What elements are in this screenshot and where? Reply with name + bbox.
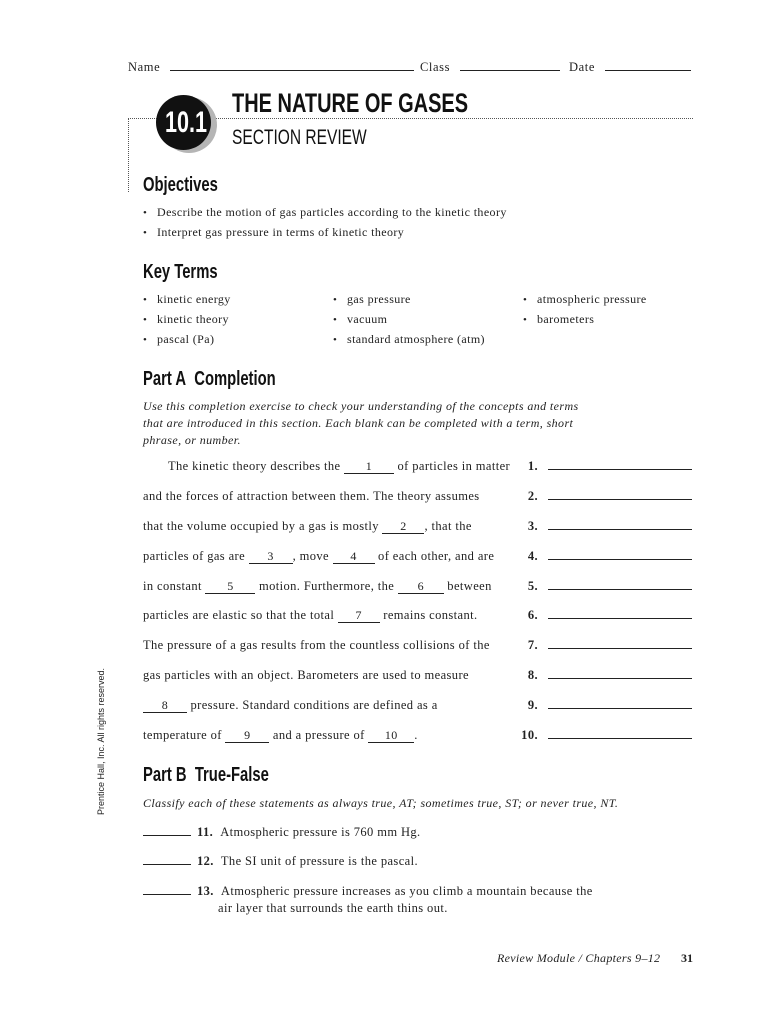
blank-3[interactable]: 3	[249, 550, 293, 564]
answer-row-8: 8.	[518, 668, 692, 683]
name-label: Name	[128, 60, 161, 74]
key-term: • vacuum	[333, 312, 388, 326]
name-line[interactable]	[170, 70, 414, 71]
name-field[interactable]	[128, 60, 414, 75]
tf-item-11: 11. Atmospheric pressure is 760 mm Hg.	[143, 825, 421, 840]
completion-line-8: gas particles with an object. Barometers are used to measure	[143, 668, 469, 682]
completion-line-2: and the forces of attraction between them. The theory assumes	[143, 489, 480, 503]
answer-line-3[interactable]	[548, 519, 692, 530]
blank-7[interactable]: 7	[338, 609, 380, 623]
part-a-heading: Part A Completion	[143, 368, 276, 390]
title-side-rule	[128, 118, 129, 192]
completion-line-9: 8 pressure. Standard conditions are defined as a	[143, 698, 438, 713]
answer-row-1: 1.	[518, 459, 692, 474]
blank-8[interactable]: 8	[143, 699, 187, 713]
tf-item-13: 13. Atmospheric pressure increases as you climb a mountain because the	[143, 884, 593, 899]
part-a-instructions: Use this completion exercise to check your understanding of the concepts and terms that are introduced in this section. Each blank can be completed with a term, short phrase, or number.	[143, 399, 579, 447]
footer-module: Review Module / Chapters 9–12	[497, 951, 661, 965]
answer-line-10[interactable]	[548, 728, 692, 739]
answer-row-5: 5.	[518, 579, 692, 594]
blank-10[interactable]: 10	[368, 729, 414, 743]
objectives-heading: Objectives	[143, 174, 218, 196]
side-copyright: Prentice Hall, Inc. All rights reserved.	[96, 667, 106, 815]
tf-item-12: 12. The SI unit of pressure is the pascal.	[143, 854, 418, 869]
class-label: Class	[420, 60, 451, 74]
answer-line-1[interactable]	[548, 459, 692, 470]
blank-2[interactable]: 2	[382, 520, 424, 534]
completion-line-6: particles are elastic so that the total 7 remains constant.	[143, 608, 478, 622]
answer-line-9[interactable]	[548, 698, 692, 709]
blank-4[interactable]: 4	[333, 550, 375, 564]
blank-5[interactable]: 5	[205, 580, 255, 594]
objective-item: • Describe the motion of gas particles according to the kinetic theory	[143, 205, 507, 219]
page-subtitle: SECTION REVIEW	[232, 126, 367, 149]
objective-item: • Interpret gas pressure in terms of kinetic theory	[143, 225, 405, 239]
answer-line-7[interactable]	[548, 638, 692, 649]
key-term: • barometers	[523, 312, 595, 326]
answer-line-6[interactable]	[548, 608, 692, 619]
answer-row-7: 7.	[518, 638, 692, 653]
key-term: • gas pressure	[333, 292, 411, 306]
answer-row-4: 4.	[518, 549, 692, 564]
page-number: 31	[681, 951, 693, 965]
part-b-instructions: Classify each of these statements as always true, AT; sometimes true, ST; or never true, NT.	[143, 796, 619, 810]
answer-row-6: 6.	[518, 608, 692, 623]
key-term: • pascal (Pa)	[143, 332, 215, 346]
tf-item-13-continued: air layer that surrounds the earth thins out.	[218, 901, 448, 915]
section-number: 10.1	[165, 106, 208, 139]
blank-6[interactable]: 6	[398, 580, 444, 594]
tf-answer-line-11[interactable]	[143, 825, 191, 836]
answer-line-4[interactable]	[548, 549, 692, 560]
completion-line-7: The pressure of a gas results from the countless collisions of the	[143, 638, 490, 652]
tf-answer-line-13[interactable]	[143, 884, 191, 895]
key-terms-heading: Key Terms	[143, 261, 218, 283]
completion-line-4: particles of gas are 3 , move 4 of each other, and are	[143, 549, 495, 563]
key-term: • kinetic energy	[143, 292, 231, 306]
blank-1[interactable]: 1	[344, 460, 394, 474]
answer-row-3: 3.	[518, 519, 692, 534]
date-label: Date	[569, 60, 595, 74]
answer-row-9: 9.	[518, 698, 692, 713]
class-line[interactable]	[460, 70, 560, 71]
key-term: • standard atmosphere (atm)	[333, 332, 485, 346]
completion-line-3: that the volume occupied by a gas is mostly 2 , that the	[143, 519, 472, 533]
date-line[interactable]	[605, 70, 691, 71]
completion-line-1: The kinetic theory describes the 1 of particles in matter	[168, 459, 511, 473]
completion-line-5: in constant 5 motion. Furthermore, the 6 between	[143, 579, 492, 593]
answer-line-8[interactable]	[548, 668, 692, 679]
page-title: THE NATURE OF GASES	[232, 88, 469, 118]
part-b-heading: Part B True-False	[143, 764, 269, 786]
answer-row-10: 10.	[510, 728, 692, 743]
completion-line-10: temperature of 9 and a pressure of 10 .	[143, 728, 418, 742]
tf-answer-line-12[interactable]	[143, 854, 191, 865]
blank-9[interactable]: 9	[225, 729, 269, 743]
key-term: • atmospheric pressure	[523, 292, 647, 306]
answer-row-2: 2.	[518, 489, 692, 504]
answer-line-2[interactable]	[548, 489, 692, 500]
key-term: • kinetic theory	[143, 312, 229, 326]
class-field[interactable]	[420, 60, 560, 75]
answer-line-5[interactable]	[548, 579, 692, 590]
date-field[interactable]	[569, 60, 691, 75]
